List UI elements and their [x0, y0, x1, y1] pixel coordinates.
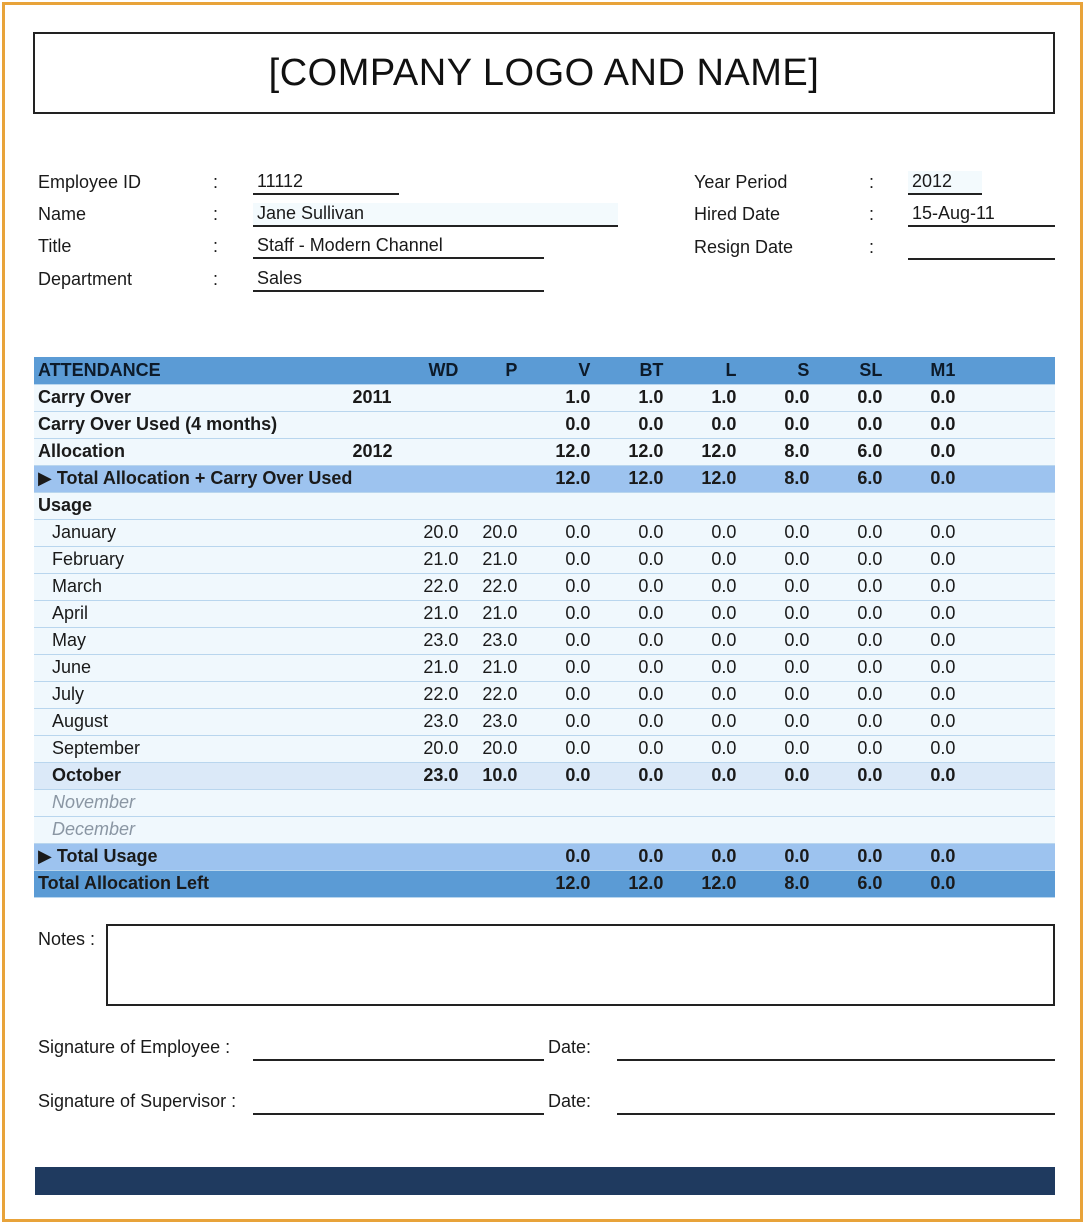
employee-id-label: Employee ID: [38, 172, 142, 192]
name-label: Name: [38, 204, 87, 224]
table-cell: 8.0: [736, 438, 809, 465]
table-cell: 0.0: [882, 600, 955, 627]
attendance-table: [34, 357, 1055, 898]
colon: :: [869, 172, 875, 192]
company-header: [33, 32, 1055, 114]
table-cell: 12.0: [590, 465, 663, 492]
table-cell: 0.0: [736, 735, 809, 762]
table-cell: 0.0: [663, 627, 736, 654]
table-cell: [402, 816, 458, 843]
table-row: [34, 627, 1055, 654]
table-cell: 2011: [352, 384, 402, 411]
table-cell: [458, 843, 517, 870]
table-cell: [882, 492, 955, 519]
table-cell: 0.0: [517, 762, 590, 789]
table-row: [34, 843, 1055, 870]
table-cell: 0.0: [590, 411, 663, 438]
table-cell: 0.0: [663, 735, 736, 762]
table-cell: 1.0: [517, 384, 590, 411]
row-label: August: [34, 708, 352, 735]
table-cell: [458, 492, 517, 519]
table-cell: 0.0: [809, 573, 882, 600]
table-cell: 20.0: [458, 735, 517, 762]
table-cell: 21.0: [402, 546, 458, 573]
table-row: [34, 708, 1055, 735]
table-cell: 0.0: [590, 573, 663, 600]
table-cell: 20.0: [402, 735, 458, 762]
row-spacer: [955, 735, 1055, 762]
table-cell: [809, 816, 882, 843]
table-cell: [352, 627, 402, 654]
table-cell: 0.0: [809, 654, 882, 681]
table-cell: [458, 438, 517, 465]
table-cell: 12.0: [590, 870, 663, 897]
row-label: January: [34, 519, 352, 546]
table-cell: 0.0: [663, 600, 736, 627]
row-label: Usage: [34, 492, 352, 519]
table-cell: 0.0: [663, 843, 736, 870]
row-label: May: [34, 627, 352, 654]
table-row: [34, 411, 1055, 438]
table-cell: [402, 438, 458, 465]
row-spacer: [955, 546, 1055, 573]
table-cell: [458, 384, 517, 411]
table-header-row: [34, 357, 1055, 384]
table-cell: [352, 762, 402, 789]
table-cell: [352, 708, 402, 735]
table-row: [34, 789, 1055, 816]
supervisor-date-label: Date:: [548, 1091, 592, 1111]
table-cell: 0.0: [882, 465, 955, 492]
row-spacer: [955, 708, 1055, 735]
table-cell: 0.0: [736, 384, 809, 411]
row-spacer: [955, 789, 1055, 816]
table-cell: 0.0: [736, 573, 809, 600]
table-cell: 12.0: [517, 438, 590, 465]
table-cell: 6.0: [809, 870, 882, 897]
table-cell: 0.0: [663, 762, 736, 789]
table-cell: 23.0: [458, 627, 517, 654]
table-cell: 0.0: [882, 627, 955, 654]
table-cell: 0.0: [736, 654, 809, 681]
table-cell: [352, 411, 402, 438]
table-cell: 12.0: [663, 465, 736, 492]
row-spacer: [955, 573, 1055, 600]
table-cell: 0.0: [809, 384, 882, 411]
table-cell: 0.0: [882, 870, 955, 897]
table-cell: 22.0: [458, 681, 517, 708]
table-cell: [352, 735, 402, 762]
table-cell: [352, 681, 402, 708]
row-spacer: [955, 411, 1055, 438]
notes-input[interactable]: [106, 924, 1055, 1006]
table-cell: 0.0: [517, 708, 590, 735]
header-cell: ATTENDANCE: [34, 357, 352, 384]
row-spacer: [955, 816, 1055, 843]
row-label: February: [34, 546, 352, 573]
table-cell: [352, 465, 402, 492]
row-spacer: [955, 843, 1055, 870]
table-cell: 0.0: [517, 519, 590, 546]
row-spacer: [955, 762, 1055, 789]
table-cell: 23.0: [402, 708, 458, 735]
table-row: [34, 600, 1055, 627]
table-cell: 0.0: [663, 708, 736, 735]
table-cell: [402, 789, 458, 816]
table-cell: 6.0: [809, 438, 882, 465]
resign-date-label: Resign Date: [694, 237, 794, 257]
row-spacer: [955, 600, 1055, 627]
title-label: Title: [38, 236, 72, 256]
table-cell: 0.0: [809, 411, 882, 438]
employee-date-label: Date:: [548, 1037, 592, 1057]
table-cell: 0.0: [882, 654, 955, 681]
row-label: October: [34, 762, 352, 789]
row-label: ▶ Total Usage: [34, 843, 352, 870]
table-cell: 0.0: [809, 546, 882, 573]
employee-signature-label: Signature of Employee :: [38, 1037, 231, 1057]
header-cell: S: [736, 357, 809, 384]
header-cell-spacer: [955, 357, 1055, 384]
table-cell: 0.0: [590, 762, 663, 789]
notes-label: Notes :: [38, 929, 96, 949]
table-cell: [590, 789, 663, 816]
table-cell: 20.0: [458, 519, 517, 546]
row-spacer: [955, 492, 1055, 519]
table-cell: 1.0: [663, 384, 736, 411]
table-cell: [882, 816, 955, 843]
table-cell: 12.0: [590, 438, 663, 465]
table-cell: [736, 789, 809, 816]
table-cell: 20.0: [402, 519, 458, 546]
table-cell: 0.0: [809, 519, 882, 546]
table-cell: 0.0: [517, 600, 590, 627]
table-row: [34, 870, 1055, 897]
table-row: [34, 816, 1055, 843]
row-spacer: [955, 870, 1055, 897]
table-cell: 22.0: [458, 573, 517, 600]
header-cell: M1: [882, 357, 955, 384]
table-cell: [517, 816, 590, 843]
table-cell: [352, 492, 402, 519]
colon: :: [213, 204, 219, 224]
colon: :: [213, 236, 219, 256]
table-row: [34, 573, 1055, 600]
table-cell: 0.0: [882, 762, 955, 789]
header-cell: P: [458, 357, 517, 384]
table-row: [34, 465, 1055, 492]
table-cell: [517, 492, 590, 519]
attendance-table-body: [34, 357, 1055, 897]
table-cell: 21.0: [458, 600, 517, 627]
table-cell: 0.0: [590, 843, 663, 870]
table-cell: [458, 465, 517, 492]
colon: :: [869, 204, 875, 224]
department-field[interactable]: Sales: [253, 268, 544, 292]
table-cell: 0.0: [882, 573, 955, 600]
table-cell: 0.0: [663, 519, 736, 546]
table-cell: 0.0: [517, 843, 590, 870]
year-period-field[interactable]: 2012: [908, 171, 982, 195]
supervisor-signature-line[interactable]: [253, 1113, 544, 1115]
table-cell: [809, 789, 882, 816]
table-cell: 0.0: [809, 735, 882, 762]
table-cell: [458, 870, 517, 897]
table-cell: [402, 384, 458, 411]
table-cell: 0.0: [882, 384, 955, 411]
table-cell: 0.0: [736, 519, 809, 546]
table-cell: [517, 789, 590, 816]
table-cell: 0.0: [882, 843, 955, 870]
table-cell: 12.0: [517, 870, 590, 897]
table-cell: 0.0: [590, 708, 663, 735]
table-cell: 0.0: [882, 681, 955, 708]
table-cell: 0.0: [882, 438, 955, 465]
table-cell: [736, 492, 809, 519]
table-cell: 1.0: [590, 384, 663, 411]
table-cell: [352, 519, 402, 546]
hired-date-field[interactable]: 15-Aug-11: [908, 203, 1055, 227]
row-spacer: [955, 438, 1055, 465]
table-cell: [352, 870, 402, 897]
table-cell: 12.0: [663, 870, 736, 897]
table-cell: [352, 789, 402, 816]
table-cell: 21.0: [402, 600, 458, 627]
header-cell: WD: [402, 357, 458, 384]
table-cell: [402, 492, 458, 519]
table-cell: 23.0: [458, 708, 517, 735]
resign-date-field[interactable]: [908, 236, 1055, 260]
table-cell: 0.0: [736, 627, 809, 654]
table-cell: 0.0: [663, 411, 736, 438]
colon: :: [213, 172, 219, 192]
table-cell: [736, 816, 809, 843]
row-label: April: [34, 600, 352, 627]
table-cell: [809, 492, 882, 519]
row-spacer: [955, 654, 1055, 681]
table-cell: 0.0: [590, 546, 663, 573]
table-cell: [402, 465, 458, 492]
row-label: Carry Over Used (4 months): [34, 411, 352, 438]
footer-bar: [35, 1167, 1055, 1195]
table-cell: 0.0: [590, 735, 663, 762]
employee-date-line[interactable]: [617, 1059, 1055, 1061]
table-row: [34, 384, 1055, 411]
table-cell: [352, 843, 402, 870]
table-cell: [663, 816, 736, 843]
table-cell: 0.0: [736, 843, 809, 870]
table-cell: [352, 816, 402, 843]
row-label: Carry Over: [34, 384, 352, 411]
company-title: [COMPANY LOGO AND NAME]: [268, 51, 820, 94]
table-cell: 0.0: [590, 654, 663, 681]
colon: :: [213, 269, 219, 289]
table-cell: [663, 492, 736, 519]
table-cell: [352, 654, 402, 681]
table-cell: 0.0: [517, 735, 590, 762]
table-cell: 12.0: [517, 465, 590, 492]
table-row: [34, 681, 1055, 708]
table-cell: 0.0: [663, 681, 736, 708]
row-label: December: [34, 816, 352, 843]
table-row: [34, 519, 1055, 546]
table-cell: 0.0: [882, 735, 955, 762]
table-cell: [402, 411, 458, 438]
header-cell: BT: [590, 357, 663, 384]
table-cell: 23.0: [402, 762, 458, 789]
table-cell: 0.0: [809, 708, 882, 735]
table-cell: [458, 411, 517, 438]
table-cell: [458, 816, 517, 843]
table-cell: [590, 816, 663, 843]
table-cell: 0.0: [590, 681, 663, 708]
table-cell: 0.0: [517, 681, 590, 708]
row-label: June: [34, 654, 352, 681]
table-cell: 8.0: [736, 870, 809, 897]
row-spacer: [955, 519, 1055, 546]
table-row: [34, 762, 1055, 789]
header-cell: L: [663, 357, 736, 384]
table-cell: 21.0: [458, 546, 517, 573]
table-cell: 0.0: [590, 519, 663, 546]
department-label: Department: [38, 269, 133, 289]
table-cell: 0.0: [736, 600, 809, 627]
table-cell: 0.0: [663, 654, 736, 681]
table-cell: [352, 600, 402, 627]
table-cell: 0.0: [736, 708, 809, 735]
table-cell: 12.0: [663, 438, 736, 465]
table-cell: 0.0: [736, 762, 809, 789]
table-cell: 0.0: [517, 573, 590, 600]
table-cell: 6.0: [809, 465, 882, 492]
table-row: [34, 546, 1055, 573]
header-cell: SL: [809, 357, 882, 384]
colon: :: [869, 237, 875, 257]
table-cell: 0.0: [809, 681, 882, 708]
table-cell: 0.0: [882, 708, 955, 735]
table-cell: [590, 492, 663, 519]
table-cell: 23.0: [402, 627, 458, 654]
employee-id-field[interactable]: 11112: [253, 171, 399, 195]
table-row: [34, 492, 1055, 519]
title-field[interactable]: Staff - Modern Channel: [253, 235, 544, 259]
row-label: September: [34, 735, 352, 762]
name-field[interactable]: Jane Sullivan: [253, 203, 618, 227]
table-cell: 0.0: [736, 411, 809, 438]
supervisor-signature-label: Signature of Supervisor :: [38, 1091, 237, 1111]
table-cell: 0.0: [663, 546, 736, 573]
table-row: [34, 438, 1055, 465]
supervisor-date-line[interactable]: [617, 1113, 1055, 1115]
table-cell: [882, 789, 955, 816]
table-cell: 0.0: [517, 411, 590, 438]
table-cell: 21.0: [458, 654, 517, 681]
table-cell: [402, 843, 458, 870]
table-row: [34, 654, 1055, 681]
table-cell: 0.0: [517, 654, 590, 681]
table-cell: 0.0: [517, 627, 590, 654]
row-spacer: [955, 681, 1055, 708]
year-period-label: Year Period: [694, 172, 788, 192]
table-cell: 0.0: [882, 519, 955, 546]
row-label: July: [34, 681, 352, 708]
table-row: [34, 735, 1055, 762]
table-cell: 21.0: [402, 654, 458, 681]
table-cell: [352, 573, 402, 600]
table-cell: [352, 546, 402, 573]
employee-signature-line[interactable]: [253, 1059, 544, 1061]
table-cell: 10.0: [458, 762, 517, 789]
header-cell: V: [517, 357, 590, 384]
row-label: Allocation: [34, 438, 352, 465]
table-cell: 0.0: [882, 546, 955, 573]
table-cell: 0.0: [809, 600, 882, 627]
table-cell: 0.0: [590, 600, 663, 627]
hired-date-label: Hired Date: [694, 204, 781, 224]
table-cell: 8.0: [736, 465, 809, 492]
row-label: ▶ Total Allocation + Carry Over Used: [34, 465, 352, 492]
table-cell: 22.0: [402, 681, 458, 708]
table-cell: 22.0: [402, 573, 458, 600]
table-cell: 0.0: [590, 627, 663, 654]
row-label: Total Allocation Left: [34, 870, 352, 897]
table-cell: 0.0: [663, 573, 736, 600]
table-cell: 0.0: [809, 843, 882, 870]
row-spacer: [955, 627, 1055, 654]
row-label: November: [34, 789, 352, 816]
table-cell: 0.0: [736, 546, 809, 573]
table-cell: 0.0: [517, 546, 590, 573]
table-cell: [663, 789, 736, 816]
table-cell: 0.0: [882, 411, 955, 438]
table-cell: [458, 789, 517, 816]
header-cell: [352, 357, 402, 384]
table-cell: 2012: [352, 438, 402, 465]
table-cell: 0.0: [809, 762, 882, 789]
row-spacer: [955, 384, 1055, 411]
table-cell: 0.0: [809, 627, 882, 654]
table-cell: [402, 870, 458, 897]
table-cell: 0.0: [736, 681, 809, 708]
row-label: March: [34, 573, 352, 600]
row-spacer: [955, 465, 1055, 492]
